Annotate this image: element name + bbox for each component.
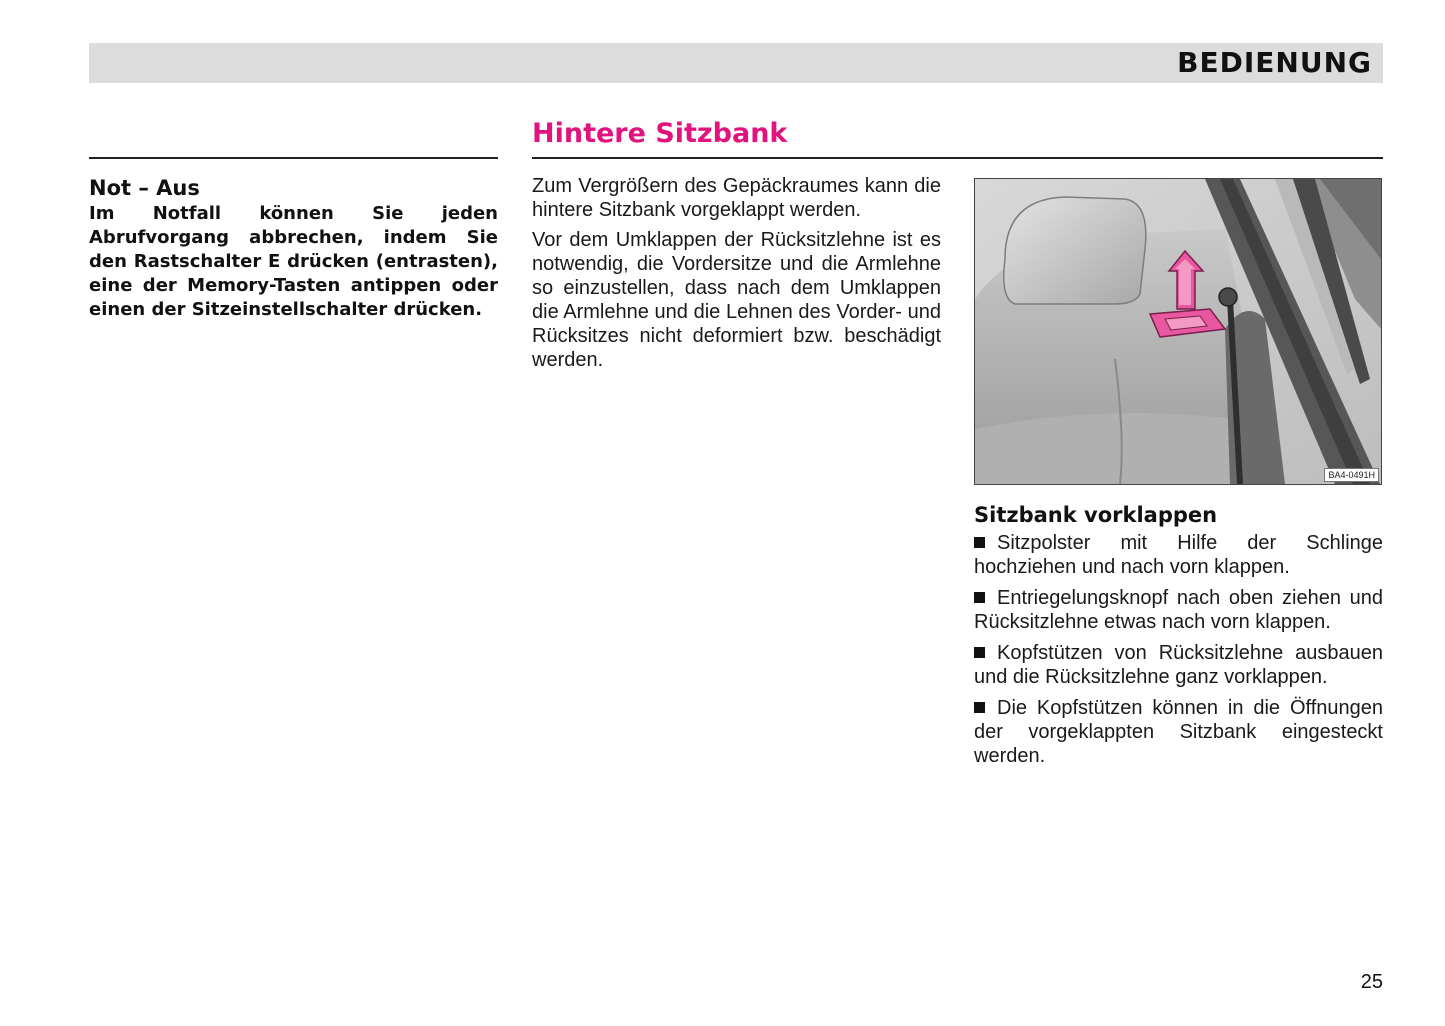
instruction-text: Entriegelungsknopf nach oben ziehen und Rücksitzlehne etwas nach vorn klappen. (974, 587, 1383, 633)
not-aus-text: Im Notfall können Sie jeden Abrufvorgang abbrechen, indem Sie den Rastschalter E drücken (entrasten), eine der Memory-Tasten antippen oder einen der Sitzeinstellschalter drücken. (89, 203, 498, 320)
figure-code: BA4-0491H (1324, 468, 1379, 482)
seat-illustration (974, 178, 1382, 485)
instruction-item (974, 641, 1383, 689)
left-column (89, 174, 498, 322)
instruction-item (974, 586, 1383, 634)
header-bar (89, 43, 1383, 83)
instruction-text: Die Kopfstützen können in die Öffnungen der vorgeklappten Sitzbank eingesteckt werden. (974, 697, 1383, 767)
instruction-text: Kopfstützen von Rücksitzlehne ausbauen und die Rücksitzlehne ganz vorklappen. (974, 642, 1383, 688)
warning-paragraph: Vor dem Umklappen der Rücksitzlehne ist es notwendig, die Vordersitze und die Armlehne so einzustellen, dass nach dem Umklappen die Armlehne und die Lehnen des Vorder- und Rücksitzes nicht deformiert bzw. beschädigt werden. (532, 229, 941, 371)
header-title: BEDIENUNG (1177, 46, 1372, 79)
page-number: 25 (1360, 971, 1383, 993)
not-aus-heading: Not – Aus (89, 176, 200, 200)
bullet-square-icon (974, 647, 985, 658)
middle-column (532, 174, 941, 378)
vorklappen-heading: Sitzbank vorklappen (974, 503, 1218, 527)
right-column (974, 501, 1383, 775)
bullet-square-icon (974, 592, 985, 603)
bullet-square-icon (974, 702, 985, 713)
instruction-item (974, 696, 1383, 768)
seat-illustration-drawing (975, 179, 1381, 484)
section-divider (532, 157, 1383, 159)
section-title: Hintere Sitzbank (532, 118, 788, 149)
instruction-text: Sitzpolster mit Hilfe der Schlinge hochziehen und nach vorn klappen. (974, 532, 1383, 578)
left-divider (89, 157, 498, 159)
instruction-item (974, 531, 1383, 579)
intro-paragraph: Zum Vergrößern des Gepäckraumes kann die hintere Sitzbank vorgeklappt werden. (532, 175, 941, 221)
bullet-square-icon (974, 537, 985, 548)
